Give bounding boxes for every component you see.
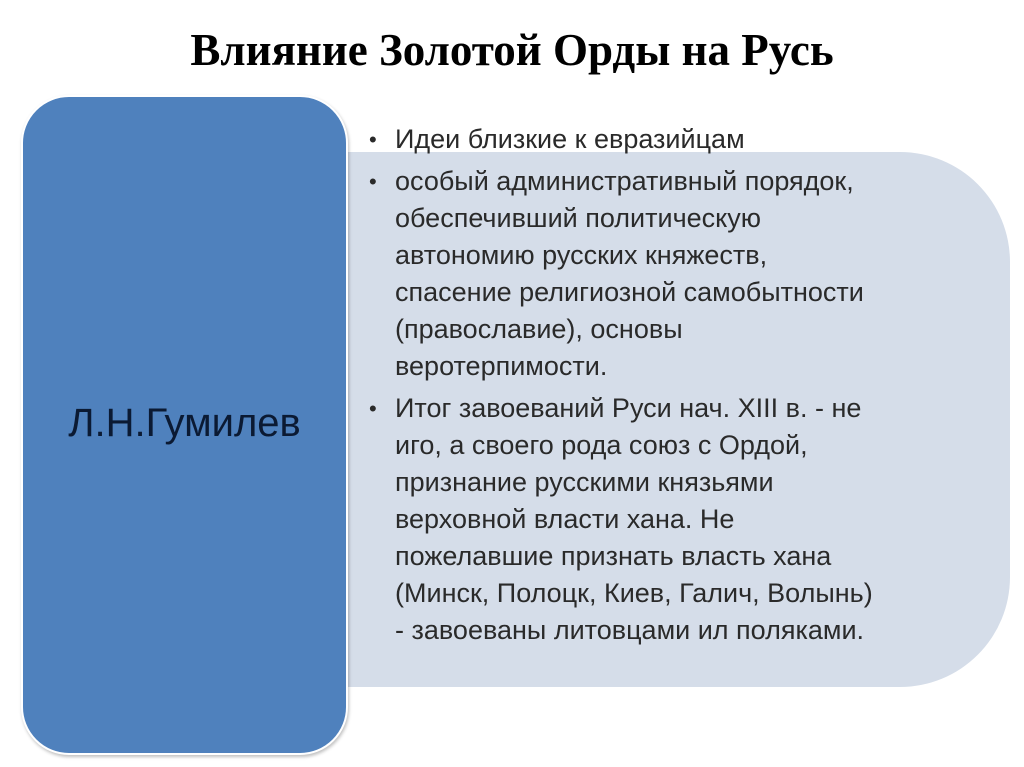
bullet-list bbox=[366, 121, 986, 649]
bullet-text: Итог завоеваний Руси нач. XIII в. - не иго, а своего рода союз с Ордой, признание русскими князьями верховной власти хана. Не пожелавшие признать власть хана (Минск, Полоцк, Киев, Галич, Волынь) - завоеваны литовцами ил поляками. bbox=[395, 393, 873, 645]
bullet-item bbox=[366, 121, 986, 158]
bullet-item bbox=[366, 390, 986, 649]
bullet-text: Идеи близкие к евразийцам bbox=[395, 124, 745, 154]
bullet-dot-icon: • bbox=[369, 396, 377, 421]
author-box bbox=[21, 95, 348, 755]
bullet-item bbox=[366, 163, 986, 385]
bullet-dot-icon: • bbox=[369, 127, 377, 152]
bullet-text: особый административный порядок, обеспечивший политическую автономию русских княжеств, спасение религиозной самобытности (православие), основы веротерпимости. bbox=[395, 166, 864, 381]
bullet-dot-icon: • bbox=[369, 169, 377, 194]
author-name: Л.Н.Гумилев bbox=[68, 401, 301, 445]
slide-title: Влияние Золотой Орды на Русь bbox=[190, 25, 834, 75]
